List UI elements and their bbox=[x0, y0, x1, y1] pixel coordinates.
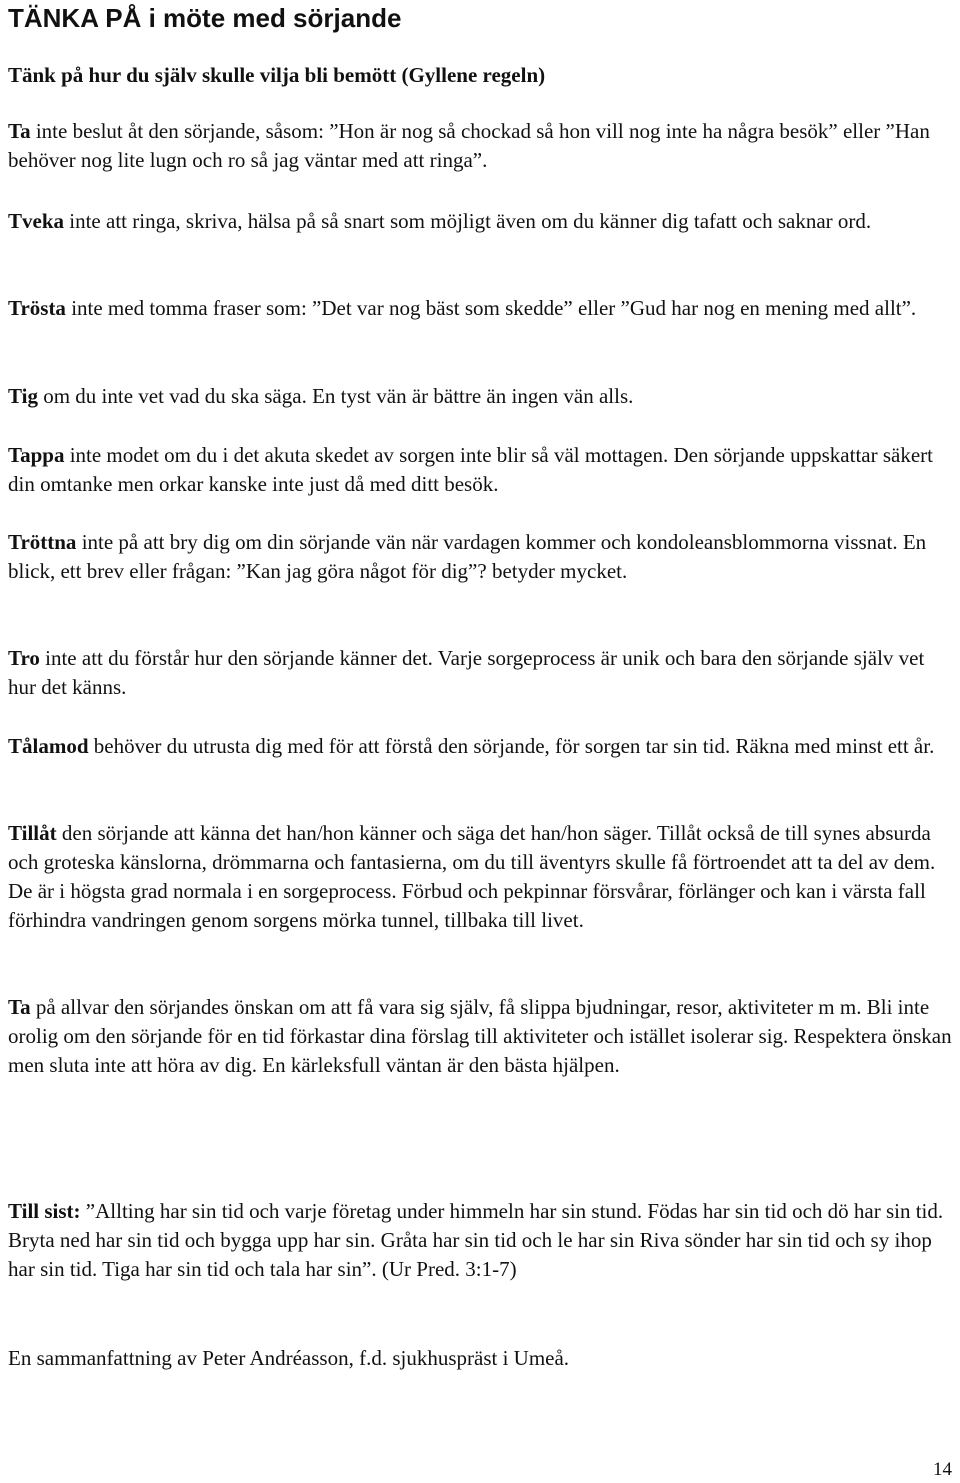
paragraph-tillat bbox=[8, 819, 956, 935]
paragraph-text: om du inte vet vad du ska säga. En tyst vän är bättre än ingen vän alls. bbox=[37, 384, 634, 408]
paragraph-lead: Trösta bbox=[8, 296, 66, 320]
paragraph-lead: Tålamod bbox=[8, 734, 89, 758]
paragraph-till-sist bbox=[8, 1197, 956, 1284]
author-credit bbox=[8, 1344, 956, 1373]
paragraph-ta-pa-allvar bbox=[8, 993, 956, 1080]
paragraph-text: En sammanfattning av Peter Andréasson, f.d. sjukhuspräst i Umeå. bbox=[8, 1346, 570, 1370]
paragraph-tig bbox=[8, 382, 956, 411]
paragraph-ta-beslut bbox=[8, 117, 956, 175]
paragraph-lead: Tröttna bbox=[8, 530, 77, 554]
paragraph-tro bbox=[8, 644, 956, 702]
paragraph-text: inte beslut åt den sörjande, såsom: ”Hon är nog så chockad så hon vill nog inte ha några besök” eller ”Han behöver nog lite lugn och ro så jag väntar med att ringa”. bbox=[8, 119, 930, 172]
paragraph-lead: Tillåt bbox=[8, 821, 57, 845]
paragraph-trosta bbox=[8, 294, 956, 323]
page-title: TÄNKA PÅ i möte med sörjande bbox=[8, 3, 402, 33]
paragraph-tveka bbox=[8, 207, 956, 236]
paragraph-talamod bbox=[8, 732, 956, 761]
paragraph-lead: Till sist: bbox=[8, 1199, 81, 1223]
paragraph-text: inte modet om du i det akuta skedet av sorgen inte blir så väl mottagen. Den sörjande uppskattar säkert din omtanke men orkar kanske inte just då med ditt besök. bbox=[8, 443, 933, 496]
paragraph-lead: Tappa bbox=[8, 443, 65, 467]
paragraph-text: inte på att bry dig om din sörjande vän när vardagen kommer och kondoleansblommorna vissnat. En blick, ett brev eller frågan: ”Kan jag göra något för dig”? betyder mycket. bbox=[8, 530, 927, 583]
paragraph-lead: Tveka bbox=[8, 209, 65, 233]
paragraph-text: den sörjande att känna det han/hon känner och säga det han/hon säger. Tillåt också de till synes absurda och groteska känslorna, drömmarna och fantasierna, om du till äventyrs skulle få förtroendet att ta del av dem. De är i högsta grad normala i en sorgeprocess. Förbud och pekpinnar försvårar, förlänger och kan i värsta fall förhindra vandringen genom sorgens mörka tunnel, tillbaka till livet. bbox=[8, 821, 936, 932]
page-subtitle: Tänk på hur du själv skulle vilja bli bemött (Gyllene regeln) bbox=[8, 63, 546, 87]
paragraph-text: ”Allting har sin tid och varje företag under himmeln har sin stund. Födas har sin tid och dö har sin tid. Bryta ned har sin tid och bygga upp har sin. Gråta har sin tid och le har sin Riva sönder har sin tid och sy ihop har sin tid. Tiga har sin tid och tala har sin”. (Ur Pred. 3:1-7) bbox=[8, 1199, 944, 1281]
paragraph-tappa bbox=[8, 441, 956, 499]
paragraph-lead: Ta bbox=[8, 995, 31, 1019]
paragraph-lead: Tig bbox=[8, 384, 38, 408]
page-number: 14 bbox=[933, 1459, 952, 1480]
paragraph-lead: Tro bbox=[8, 646, 40, 670]
paragraph-trottna bbox=[8, 528, 956, 586]
paragraph-text: på allvar den sörjandes önskan om att få vara sig själv, få slippa bjudningar, resor, aktiviteter m m. Bli inte orolig om den sörjande för en tid förkastar dina förslag till aktiviteter och istället isolerar sig. Respektera önskan men sluta inte att höra av dig. En kärleksfull väntan är den bästa hjälpen. bbox=[8, 995, 952, 1077]
paragraph-text: behöver du utrusta dig med för att förstå den sörjande, för sorgen tar sin tid. Räkna med minst ett år. bbox=[88, 734, 935, 758]
paragraph-text: inte att du förstår hur den sörjande känner det. Varje sorgeprocess är unik och bara den sörjande själv vet hur det känns. bbox=[8, 646, 925, 699]
paragraph-text: inte med tomma fraser som: ”Det var nog bäst som skedde” eller ”Gud har nog en mening med allt”. bbox=[65, 296, 917, 320]
paragraph-text: inte att ringa, skriva, hälsa på så snart som möjligt även om du känner dig tafatt och saknar ord. bbox=[64, 209, 872, 233]
paragraph-lead: Ta bbox=[8, 119, 31, 143]
